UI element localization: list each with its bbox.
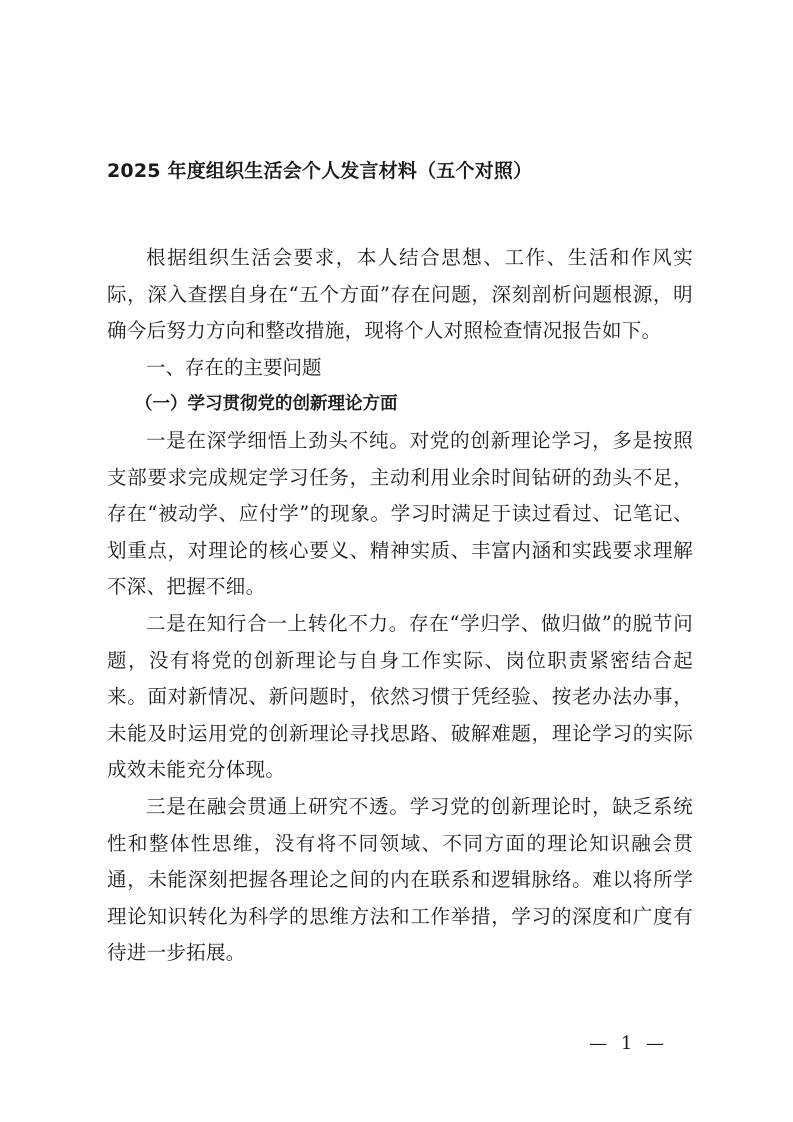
document-body (107, 240, 693, 972)
document-title: 2025 年度组织生活会个人发言材料（五个对照） (107, 160, 533, 182)
page-number: — 1 — (589, 1033, 668, 1054)
section-heading: 一、存在的主要问题 (146, 355, 322, 379)
body-paragraph-2: 二是在知行合一上转化不力。存在“学归学、做归做”的脱节问题，没有将党的创新理论与自身工作实际、岗位职责紧密结合起来。面对新情况、新问题时，依然习惯于凭经验、按老办法办事，未能及时运用党的创新理论寻找思路、破解难题，理论学习的实际成效未能充分体现。 (107, 611, 693, 782)
intro-paragraph: 根据组织生活会要求，本人结合思想、工作、生活和作风实际，深入查摆自身在“五个方面”存在问题，深刻剖析问题根源，明确今后努力方向和整改措施，现将个人对照检查情况报告如下。 (107, 246, 693, 343)
body-paragraph-3: 三是在融会贯通上研究不透。学习党的创新理论时，缺乏系统性和整体性思维，没有将不同领域、不同方面的理论知识融会贯通，未能深刻把握各理论之间的内在联系和逻辑脉络。难以将所学理论知识转化为科学的思维方法和工作举措，学习的深度和广度有待进一步拓展。 (107, 794, 693, 965)
subsection-heading: （一）学习贯彻党的创新理论方面 (135, 394, 398, 415)
body-paragraph-1: 一是在深学细悟上劲头不纯。对党的创新理论学习，多是按照支部要求完成规定学习任务，主动利用业余时间钻研的劲头不足，存在“被动学、应付学”的现象。学习时满足于读过看过、记笔记、划重点，对理论的核心要义、精神实质、丰富内涵和实践要求理解不深、把握不细。 (107, 428, 693, 599)
